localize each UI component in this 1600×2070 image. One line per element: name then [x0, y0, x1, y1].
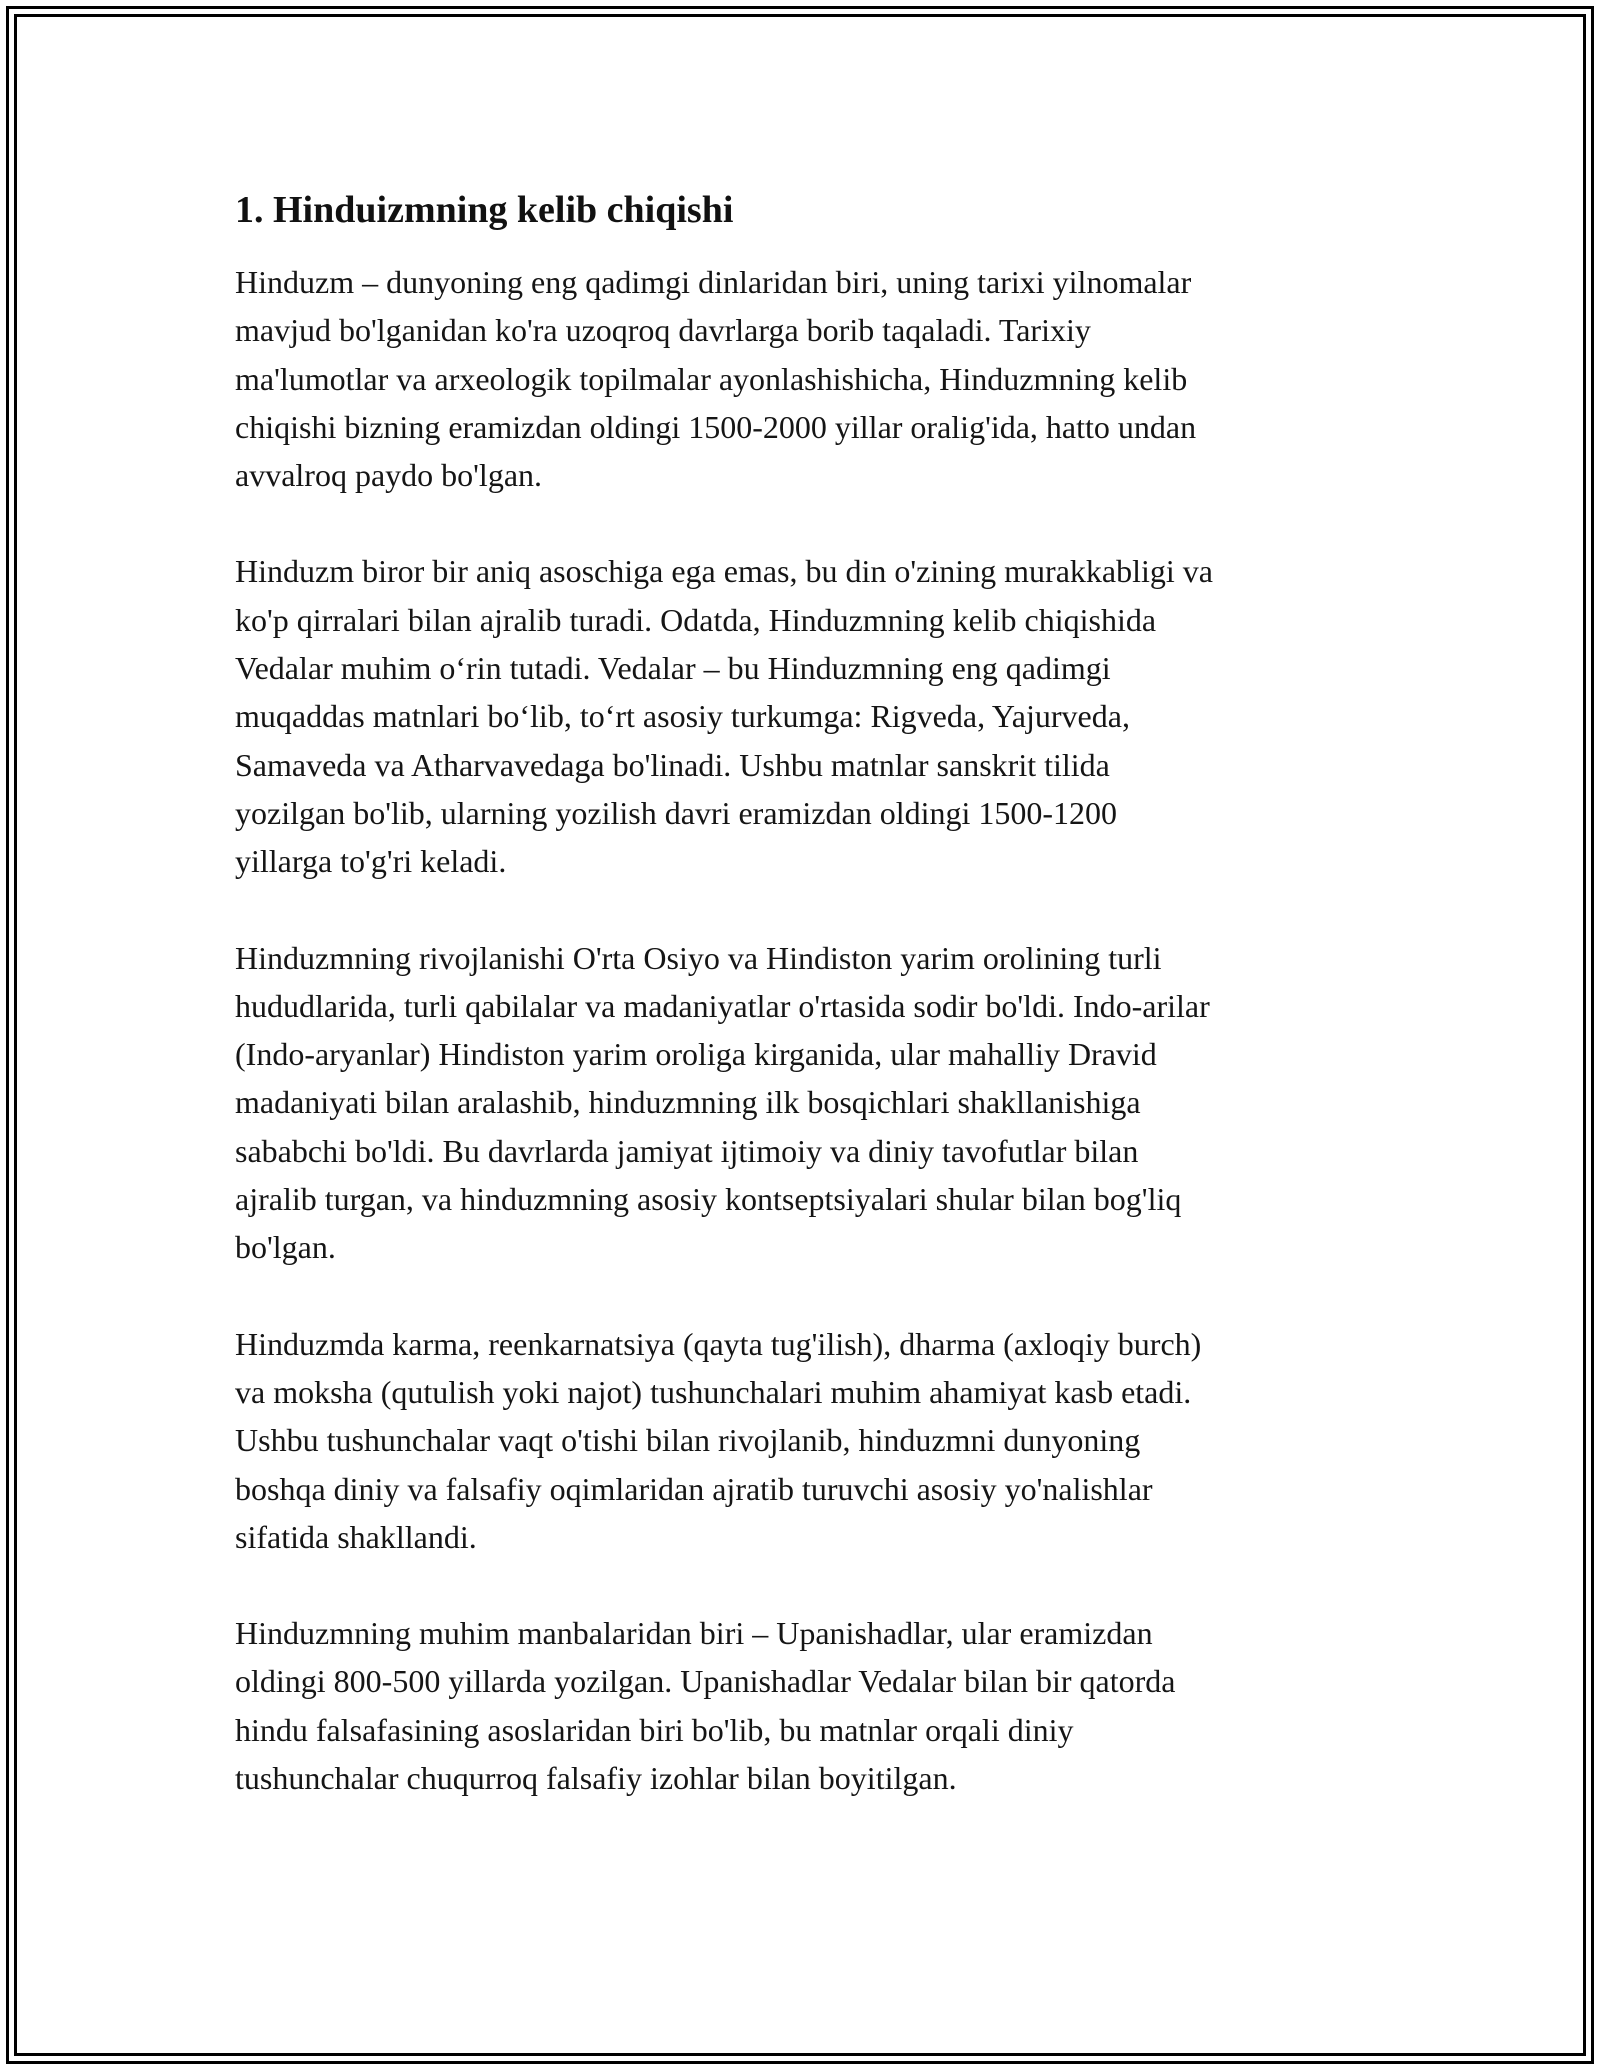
paragraph	[235, 1320, 1370, 1561]
text-line: bo'lgan.	[235, 1229, 336, 1266]
text-line: yozilgan bo'lib, ularning yozilish davri eramizdan oldingi 1500-1200	[235, 794, 1118, 831]
text-line: Vedalar muhim o‘rin tutadi. Vedalar – bu Hinduzmning eng qadimgi	[235, 650, 1111, 687]
text-line: Hinduzm biror bir aniq asoschiga ega emas, bu din o'zining murakkabligi va	[235, 553, 1213, 590]
text-line: oldingi 800-500 yillarda yozilgan. Upanishadlar Vedalar bilan bir qatorda	[235, 1663, 1176, 1700]
text-line: Hinduzmda karma, reenkarnatsiya (qayta tug'ilish), dharma (axloqiy burch)	[235, 1325, 1202, 1362]
text-line: hududlarida, turli qabilalar va madaniyatlar o'rtasida sodir bo'ldi. Indo-arilar	[235, 987, 1210, 1024]
text-line: ma'lumotlar va arxeologik topilmalar ayonlashishicha, Hinduzmning kelib	[235, 360, 1188, 397]
text-line: sifatida shakllandi.	[235, 1518, 477, 1555]
text-line: (Indo-aryanlar) Hindiston yarim oroliga kirganida, ular mahalliy Dravid	[235, 1036, 1157, 1073]
text-line: yillarga to'g'ri keladi.	[235, 843, 507, 880]
text-line: Hinduzm – dunyoning eng qadimgi dinlaridan biri, uning tarixi yilnomalar	[235, 264, 1192, 300]
text-line: mavjud bo'lganidan ko'ra uzoqroq davrlarga borib taqaladi. Tarixiy	[235, 312, 1091, 349]
paragraph	[235, 934, 1370, 1272]
text-line: Samaveda va Atharvavedaga bo'linadi. Ushbu matnlar sanskrit tilida	[235, 746, 1110, 783]
text-line: avvalroq paydo bo'lgan.	[235, 457, 543, 494]
text-line: Hinduzmning muhim manbalaridan biri – Upanishadlar, ular eramizdan	[235, 1615, 1153, 1652]
text-line: madaniyati bilan aralashib, hinduzmning ilk bosqichlari shakllanishiga	[235, 1084, 1141, 1121]
text-line: ko'p qirralari bilan ajralib turadi. Odatda, Hinduzmning kelib chiqishida	[235, 601, 1157, 638]
text-line: chiqishi bizning eramizdan oldingi 1500-2000 yillar oralig'ida, hatto undan	[235, 408, 1197, 445]
paragraph	[235, 547, 1370, 885]
section-heading: 1. Hinduizmning kelib chiqishi	[235, 189, 734, 231]
document-body	[235, 186, 1370, 1850]
paragraph	[235, 1609, 1370, 1802]
paragraph	[235, 258, 1370, 499]
text-line: tushunchalar chuqurroq falsafiy izohlar bilan boyitilgan.	[235, 1760, 957, 1797]
text-line: hindu falsafasining asoslaridan biri bo'lib, bu matnlar orqali diniy	[235, 1711, 1074, 1748]
text-line: ajralib turgan, va hinduzmning asosiy kontseptsiyalari shular bilan bog'liq	[235, 1181, 1182, 1218]
text-line: Hinduzmning rivojlanishi O'rta Osiyo va Hindiston yarim orolining turli	[235, 939, 1162, 976]
text-line: sababchi bo'ldi. Bu davrlarda jamiyat ijtimoiy va diniy tavofutlar bilan	[235, 1132, 1139, 1169]
text-line: muqaddas matnlari bo‘lib, to‘rt asosiy turkumga: Rigveda, Yajurveda,	[235, 698, 1130, 735]
paragraph-list	[235, 258, 1370, 1802]
text-line: va moksha (qutulish yoki najot) tushunchalari muhim ahamiyat kasb etadi.	[235, 1373, 1192, 1410]
text-line: Ushbu tushunchalar vaqt o'tishi bilan rivojlanib, hinduzmni dunyoning	[235, 1422, 1141, 1459]
text-line: boshqa diniy va falsafiy oqimlaridan ajratib turuvchi asosiy yo'nalishlar	[235, 1470, 1153, 1507]
